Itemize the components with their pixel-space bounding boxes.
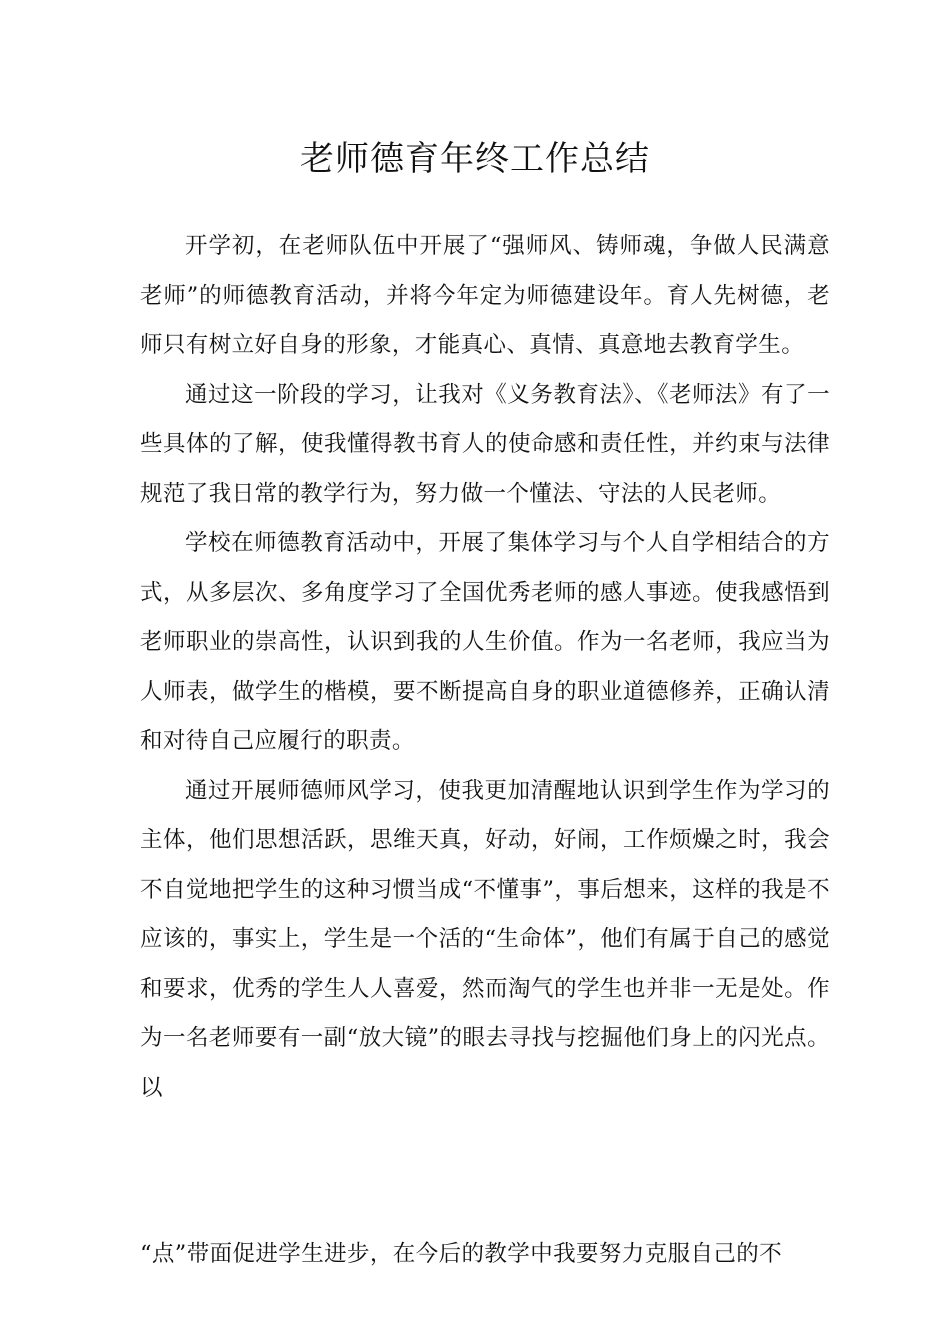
document-title: 老师德育年终工作总结 xyxy=(300,139,650,179)
continuation-paragraph: “点”带面促进学生进步，在今后的教学中我要努力克服自己的不 xyxy=(140,1241,783,1267)
paragraph: 通过开展师德师风学习，使我更加清醒地认识到学生作为学习的主体，他们思想活跃，思维天真，好动，好闹，工作烦燥之时，我会不自觉地把学生的这种习惯当成“不懂事”，事后想来，这样的我是不应该的，事实上，学生是一个活的“生命体”，他们有属于自己的感觉和要求，优秀的学生人人喜爱，然而淘气的学生也并非一无是处。作为一名老师要有一副“放大镜”的眼去寻找与挖掘他们身上的闪光点。以 xyxy=(140,777,830,1101)
paragraph: 学校在师德教育活动中，开展了集体学习与个人自学相结合的方式，从多层次、多角度学习了全国优秀老师的感人事迹。使我感悟到老师职业的崇高性，认识到我的人生价值。作为一名老师，我应当为人师表，做学生的楷模，要不断提高自身的职业道德修养，正确认清和对待自己应履行的职责。 xyxy=(140,530,830,754)
paragraph: 通过这一阶段的学习，让我对《义务教育法》、《老师法》有了一些具体的了解，使我懂得教书育人的使命感和责任性，并约束与法律规范了我日常的教学行为，努力做一个懂法、守法的人民老师。 xyxy=(140,381,830,507)
paragraph: 开学初，在老师队伍中开展了“强师风、铸师魂，争做人民满意老师”的师德教育活动，并将今年定为师德建设年。育人先树德，老师只有树立好自身的形象，才能真心、真情、真意地去教育学生。 xyxy=(140,233,830,358)
document-body xyxy=(140,222,830,1113)
